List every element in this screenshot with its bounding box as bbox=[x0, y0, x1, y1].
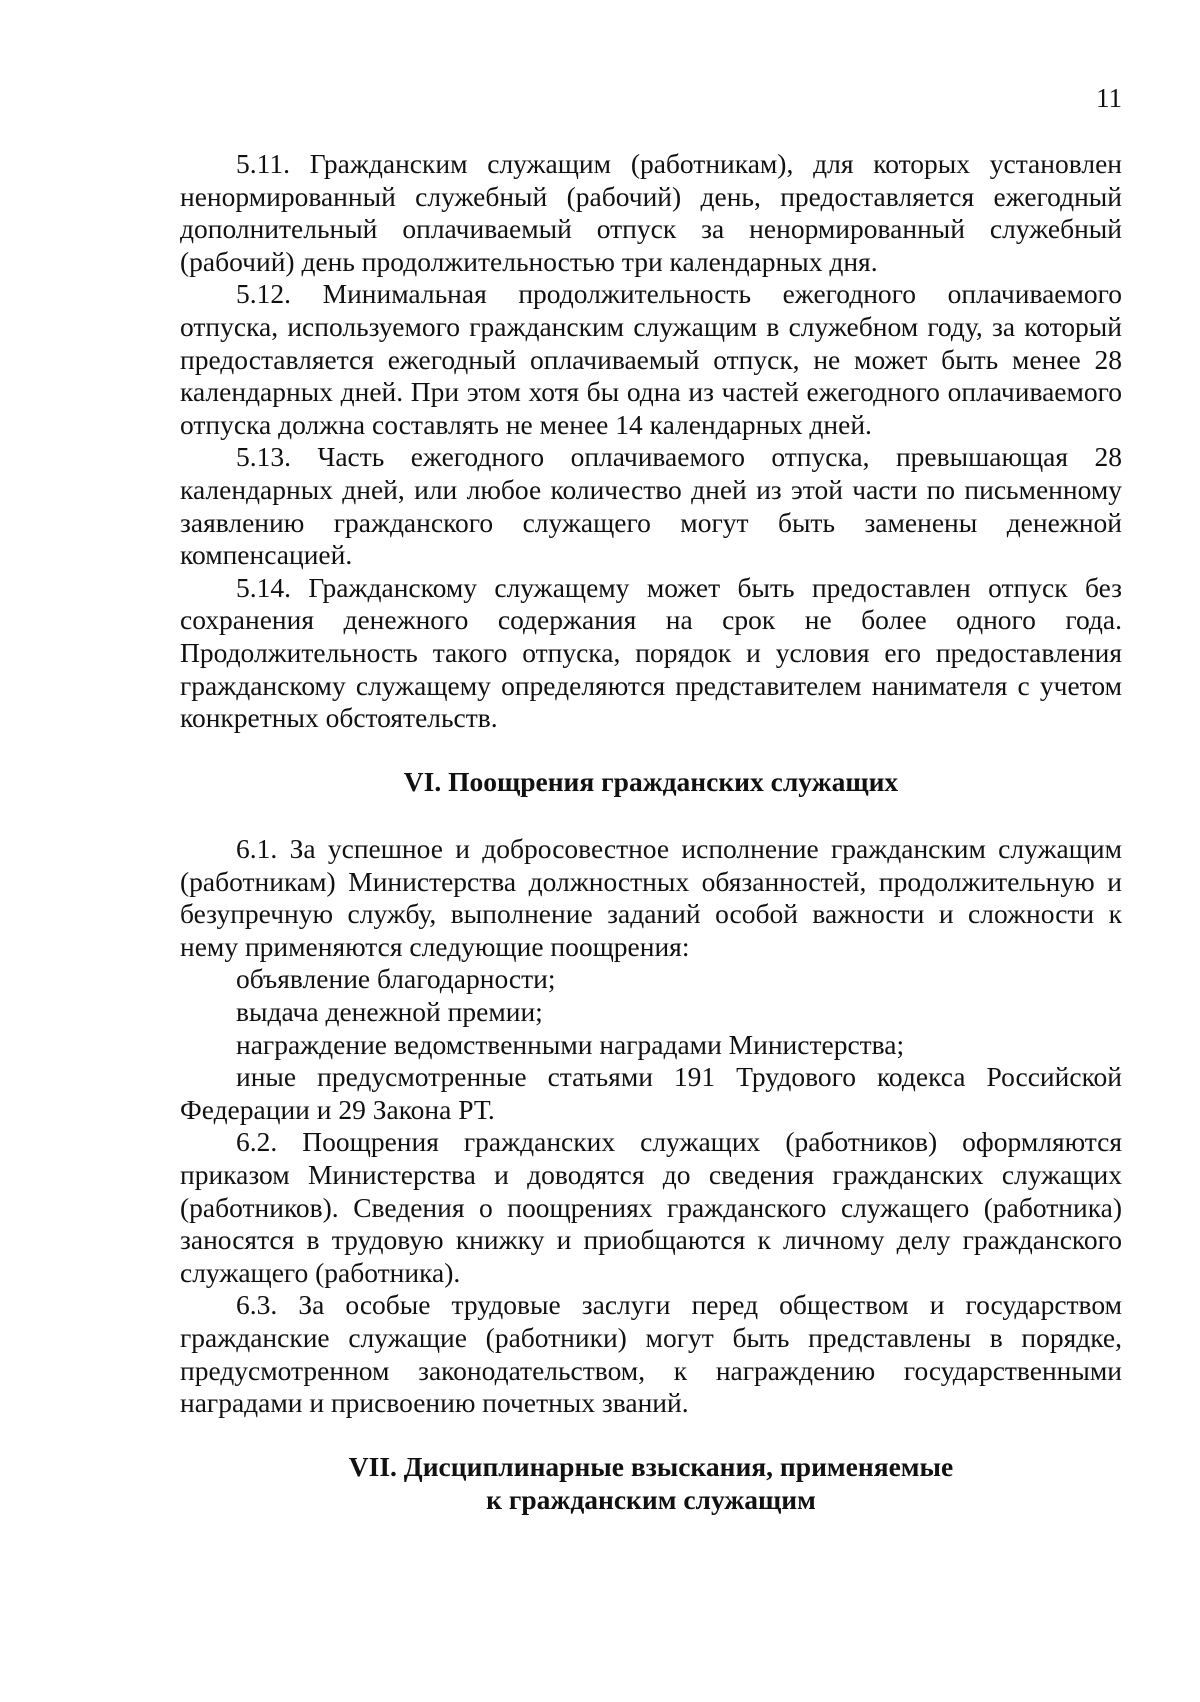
section-6-heading: VI. Поощрения гражданских служащих bbox=[403, 766, 899, 797]
list-item-bonus: выдача денежной премии; bbox=[236, 995, 543, 1027]
paragraph-5-14: 5.14. Гражданскому служащему может быть предоставлен отпуск без сохранения денежного содержания на срок не более одного года. Продолжительность такого отпуска, порядок и условия его предоставления гражданскому служащему определяются представителем нанимателя с учетом конкретных обстоятельств. bbox=[180, 571, 1122, 734]
section-5-body bbox=[180, 148, 1122, 735]
section-7-heading bbox=[180, 1450, 1122, 1516]
paragraph-5-13: 5.13. Часть ежегодного оплачиваемого отпуска, превышающая 28 календарных дней, или любое количество дней из этой части по письменному заявлению гражданского служащего могут быть заменены денежной компенсацией. bbox=[180, 441, 1122, 571]
section-6-body bbox=[180, 833, 1122, 1420]
list-item-awards: награждение ведомственными наградами Министерства; bbox=[236, 1028, 905, 1060]
section-7-heading-line-2: к гражданским служащим bbox=[486, 1484, 816, 1515]
section-7-heading-line-1: VII. Дисциплинарные взыскания, применяемые bbox=[348, 1451, 954, 1482]
paragraph-6-2: 6.2. Поощрения гражданских служащих (работников) оформляются приказом Министерства и доводятся до сведения гражданских служащих (работников). Сведения о поощрениях гражданского служащего (работника) заносятся в трудовую книжку и приобщаются к личному делу гражданского служащего (работника). bbox=[180, 1126, 1122, 1288]
paragraph-5-11: 5.11. Гражданским служащим (работникам), для которых установлен ненормированный служебный (рабочий) день, предоставляется ежегодный дополнительный оплачиваемый отпуск за ненормированный служебный (рабочий) день продолжительностью три календарных дня. bbox=[180, 148, 1122, 277]
list-item-gratitude: объявление благодарности; bbox=[236, 963, 556, 995]
list-item-other: иные предусмотренные статьями 191 Трудового кодекса Российской Федерации и 29 Закона РТ. bbox=[180, 1061, 1122, 1125]
paragraph-5-12: 5.12. Минимальная продолжительность ежегодного оплачиваемого отпуска, используемого гражданским служащим в служебном году, за который предоставляется ежегодный оплачиваемый отпуск, не может быть менее 28 календарных дней. При этом хотя бы одна из частей ежегодного оплачиваемого отпуска должна составлять не менее 14 календарных дней. bbox=[180, 278, 1122, 440]
page-number: 11 bbox=[1096, 83, 1122, 113]
paragraph-6-1: 6.1. За успешное и добросовестное исполнение гражданским служащим (работникам) Министерства должностных обязанностей, продолжительную и безупречную службу, выполнение заданий особой важности и сложности к нему применяются следующие поощрения: bbox=[180, 833, 1122, 962]
paragraph-6-3: 6.3. За особые трудовые заслуги перед обществом и государством гражданские служащие (работники) могут быть представлены в порядке, предусмотренном законодательством, к награждению государственными наградами и присвоению почетных званий. bbox=[180, 1289, 1122, 1419]
